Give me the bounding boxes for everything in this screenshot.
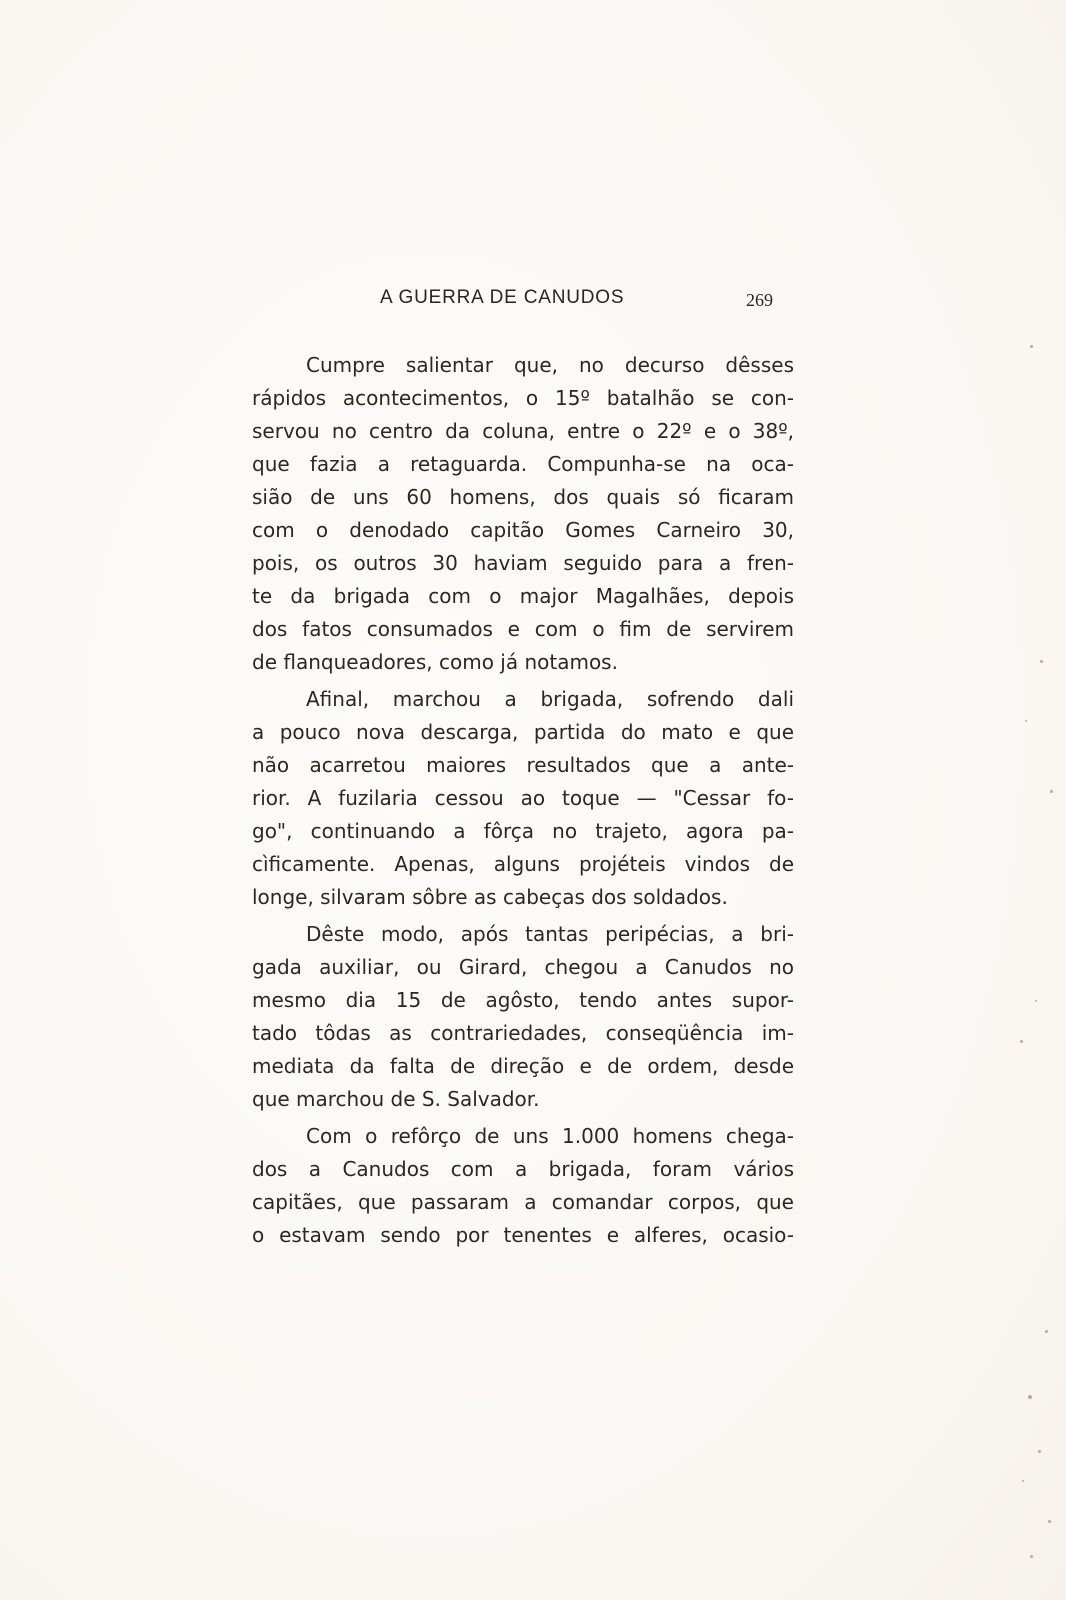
running-head: A GUERRA DE CANUDOS [380, 287, 625, 308]
paragraph-3 [252, 918, 794, 1116]
text-line: servou no centro da coluna, entre o 22º e o 38º, [252, 419, 794, 443]
text-line: sião de uns 60 homens, dos quais só ficaram [252, 485, 794, 509]
text-line: rápidos acontecimentos, o 15º batalhão se con- [252, 386, 794, 410]
text-line: tado tôdas as contrariedades, conseqüência im- [252, 1021, 794, 1045]
text-line: te da brigada com o major Magalhães, depois [252, 584, 794, 608]
text-line: Cumpre salientar que, no decurso dêsses [306, 353, 794, 377]
paragraph-2 [252, 683, 794, 914]
text-line: mesmo dia 15 de agôsto, tendo antes supor- [252, 988, 794, 1012]
text-line: com o denodado capitão Gomes Carneiro 30, [252, 518, 794, 542]
paragraph-1 [252, 349, 794, 679]
text-line: pois, os outros 30 haviam seguido para a fren- [252, 551, 794, 575]
text-line: Dêste modo, após tantas peripécias, a bri- [306, 922, 794, 946]
paragraph-4 [252, 1120, 794, 1252]
page-number: 269 [746, 290, 773, 310]
text-line: não acarretou maiores resultados que a ante- [252, 753, 794, 777]
text-line: o estavam sendo por tenentes e alferes, ocasio- [252, 1223, 794, 1247]
text-line: longe, silvaram sôbre as cabeças dos soldados. [252, 885, 728, 909]
text-line: Com o refôrço de uns 1.000 homens chega- [306, 1124, 794, 1148]
text-line: a pouco nova descarga, partida do mato e que [252, 720, 794, 744]
text-line: dos fatos consumados e com o fim de servirem [252, 617, 794, 641]
text-line: Afinal, marchou a brigada, sofrendo dali [306, 687, 794, 711]
text-line: capitães, que passaram a comandar corpos, que [252, 1190, 794, 1214]
text-line: cìficamente. Apenas, alguns projéteis vindos de [252, 852, 794, 876]
text-line: rior. A fuzilaria cessou ao toque — "Cessar fo- [252, 786, 794, 810]
text-line: que fazia a retaguarda. Compunha-se na oca- [252, 452, 794, 476]
text-line: dos a Canudos com a brigada, foram vários [252, 1157, 794, 1181]
text-line: mediata da falta de direção e de ordem, desde [252, 1054, 794, 1078]
text-line: gada auxiliar, ou Girard, chegou a Canudos no [252, 955, 794, 979]
body-text [252, 349, 794, 1252]
text-line: que marchou de S. Salvador. [252, 1087, 540, 1111]
text-line: go", continuando a fôrça no trajeto, agora pa- [252, 819, 794, 843]
text-line: de flanqueadores, como já notamos. [252, 650, 618, 674]
